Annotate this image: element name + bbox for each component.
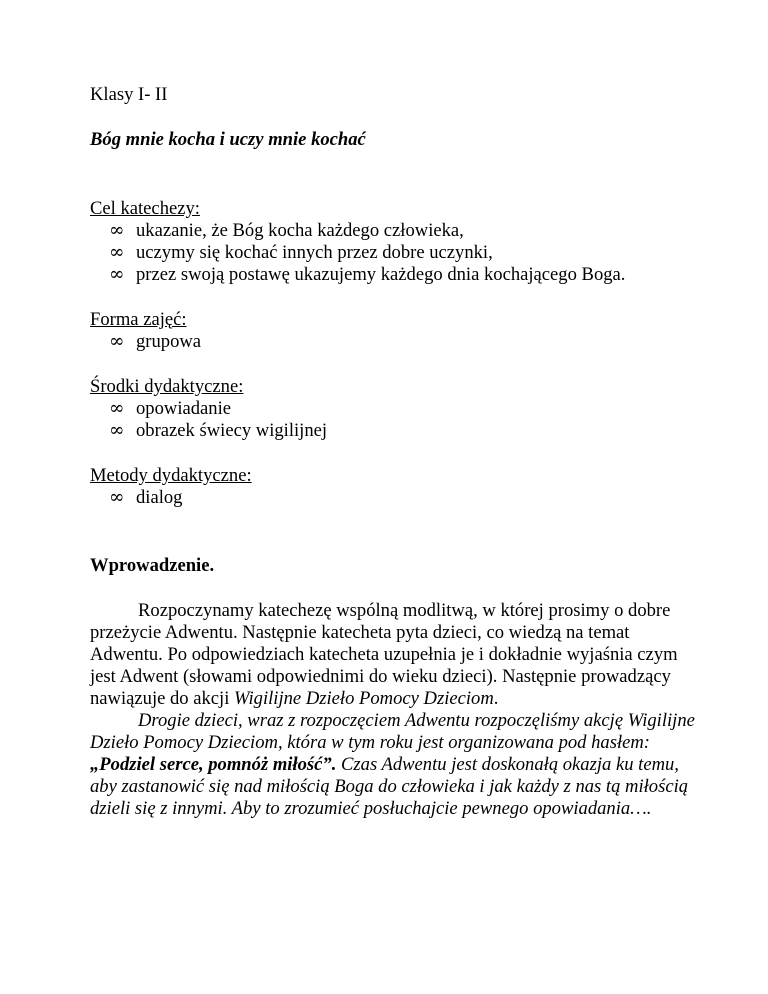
list-item-text: ukazanie, że Bóg kocha każdego człowieka, — [136, 220, 464, 241]
infinity-bullet-icon: ∞ — [109, 242, 125, 263]
list-item — [109, 331, 700, 353]
intro-heading: Wprowadzenie. — [90, 555, 215, 576]
form-list — [90, 331, 700, 353]
goals-list — [90, 220, 700, 286]
methods-list — [90, 487, 700, 509]
list-item-text: uczymy się kochać innych przez dobre uczynki, — [136, 242, 493, 263]
campaign-motto: „Podziel serce, pomnóż miłość”. — [90, 754, 337, 775]
intro-paragraph-2 — [90, 710, 700, 820]
means-list — [90, 398, 700, 442]
list-item-text: przez swoją postawę ukazujemy każdego dnia kochającego Boga. — [136, 264, 626, 285]
document-page — [90, 84, 700, 820]
list-item — [109, 420, 700, 442]
infinity-bullet-icon: ∞ — [109, 398, 125, 419]
infinity-bullet-icon: ∞ — [109, 220, 125, 241]
section-goals — [90, 198, 700, 286]
lesson-title: Bóg mnie kocha i uczy mnie kochać — [90, 129, 366, 150]
section-heading-means: Środki dydaktyczne: — [90, 376, 244, 397]
section-form — [90, 309, 700, 353]
section-methods — [90, 465, 700, 509]
intro-p1-end: . — [493, 688, 499, 709]
infinity-bullet-icon: ∞ — [109, 487, 125, 508]
list-item — [109, 487, 700, 509]
intro-p2-end: Czas Adwentu jest doskonałą okazja ku temu, aby zastanowić się nad miłością Boga do człowieka i jak każdy z nas tą miłością dzieli się z innymi. Aby to zrozumieć posłuchajcie pewnego opowiadania…. — [90, 754, 689, 819]
infinity-bullet-icon: ∞ — [109, 331, 125, 352]
section-heading-methods: Metody dydaktyczne: — [90, 465, 252, 486]
section-heading-goals: Cel katechezy: — [90, 198, 200, 219]
intro-paragraph-1 — [90, 600, 700, 710]
section-means — [90, 376, 700, 442]
intro-p1-italic: Wigilijne Dzieło Pomocy Dzieciom — [234, 688, 494, 709]
list-item — [109, 398, 700, 420]
list-item-text: opowiadanie — [136, 398, 232, 419]
intro-p1-text: Rozpoczynamy katechezę wspólną modlitwą, w której prosimy o dobre przeżycie Adwentu. Następnie katecheta pyta dzieci, co wiedzą na temat Adwentu. Po odpowiedziach katecheta uzupełnia je i dokładnie wyjaśnia czym jest Adwent (słowami odpowiednimi do wieku dzieci). Następnie prowadzący nawiązuje do akcji — [90, 600, 678, 709]
list-item — [109, 242, 700, 264]
list-item — [109, 220, 700, 242]
section-heading-form: Forma zajęć: — [90, 309, 187, 330]
list-item-text: obrazek świecy wigilijnej — [136, 420, 328, 441]
infinity-bullet-icon: ∞ — [109, 420, 125, 441]
intro-p2-text: Drogie dzieci, wraz z rozpoczęciem Adwentu rozpoczęliśmy akcję Wigilijne Dzieło Pomocy Dzieciom, która w tym roku jest organizowana pod hasłem: — [90, 710, 695, 753]
list-item-text: dialog — [136, 487, 183, 508]
class-line: Klasy I- II — [90, 84, 168, 105]
list-item-text: grupowa — [136, 331, 202, 352]
infinity-bullet-icon: ∞ — [109, 264, 125, 285]
list-item — [109, 264, 656, 286]
